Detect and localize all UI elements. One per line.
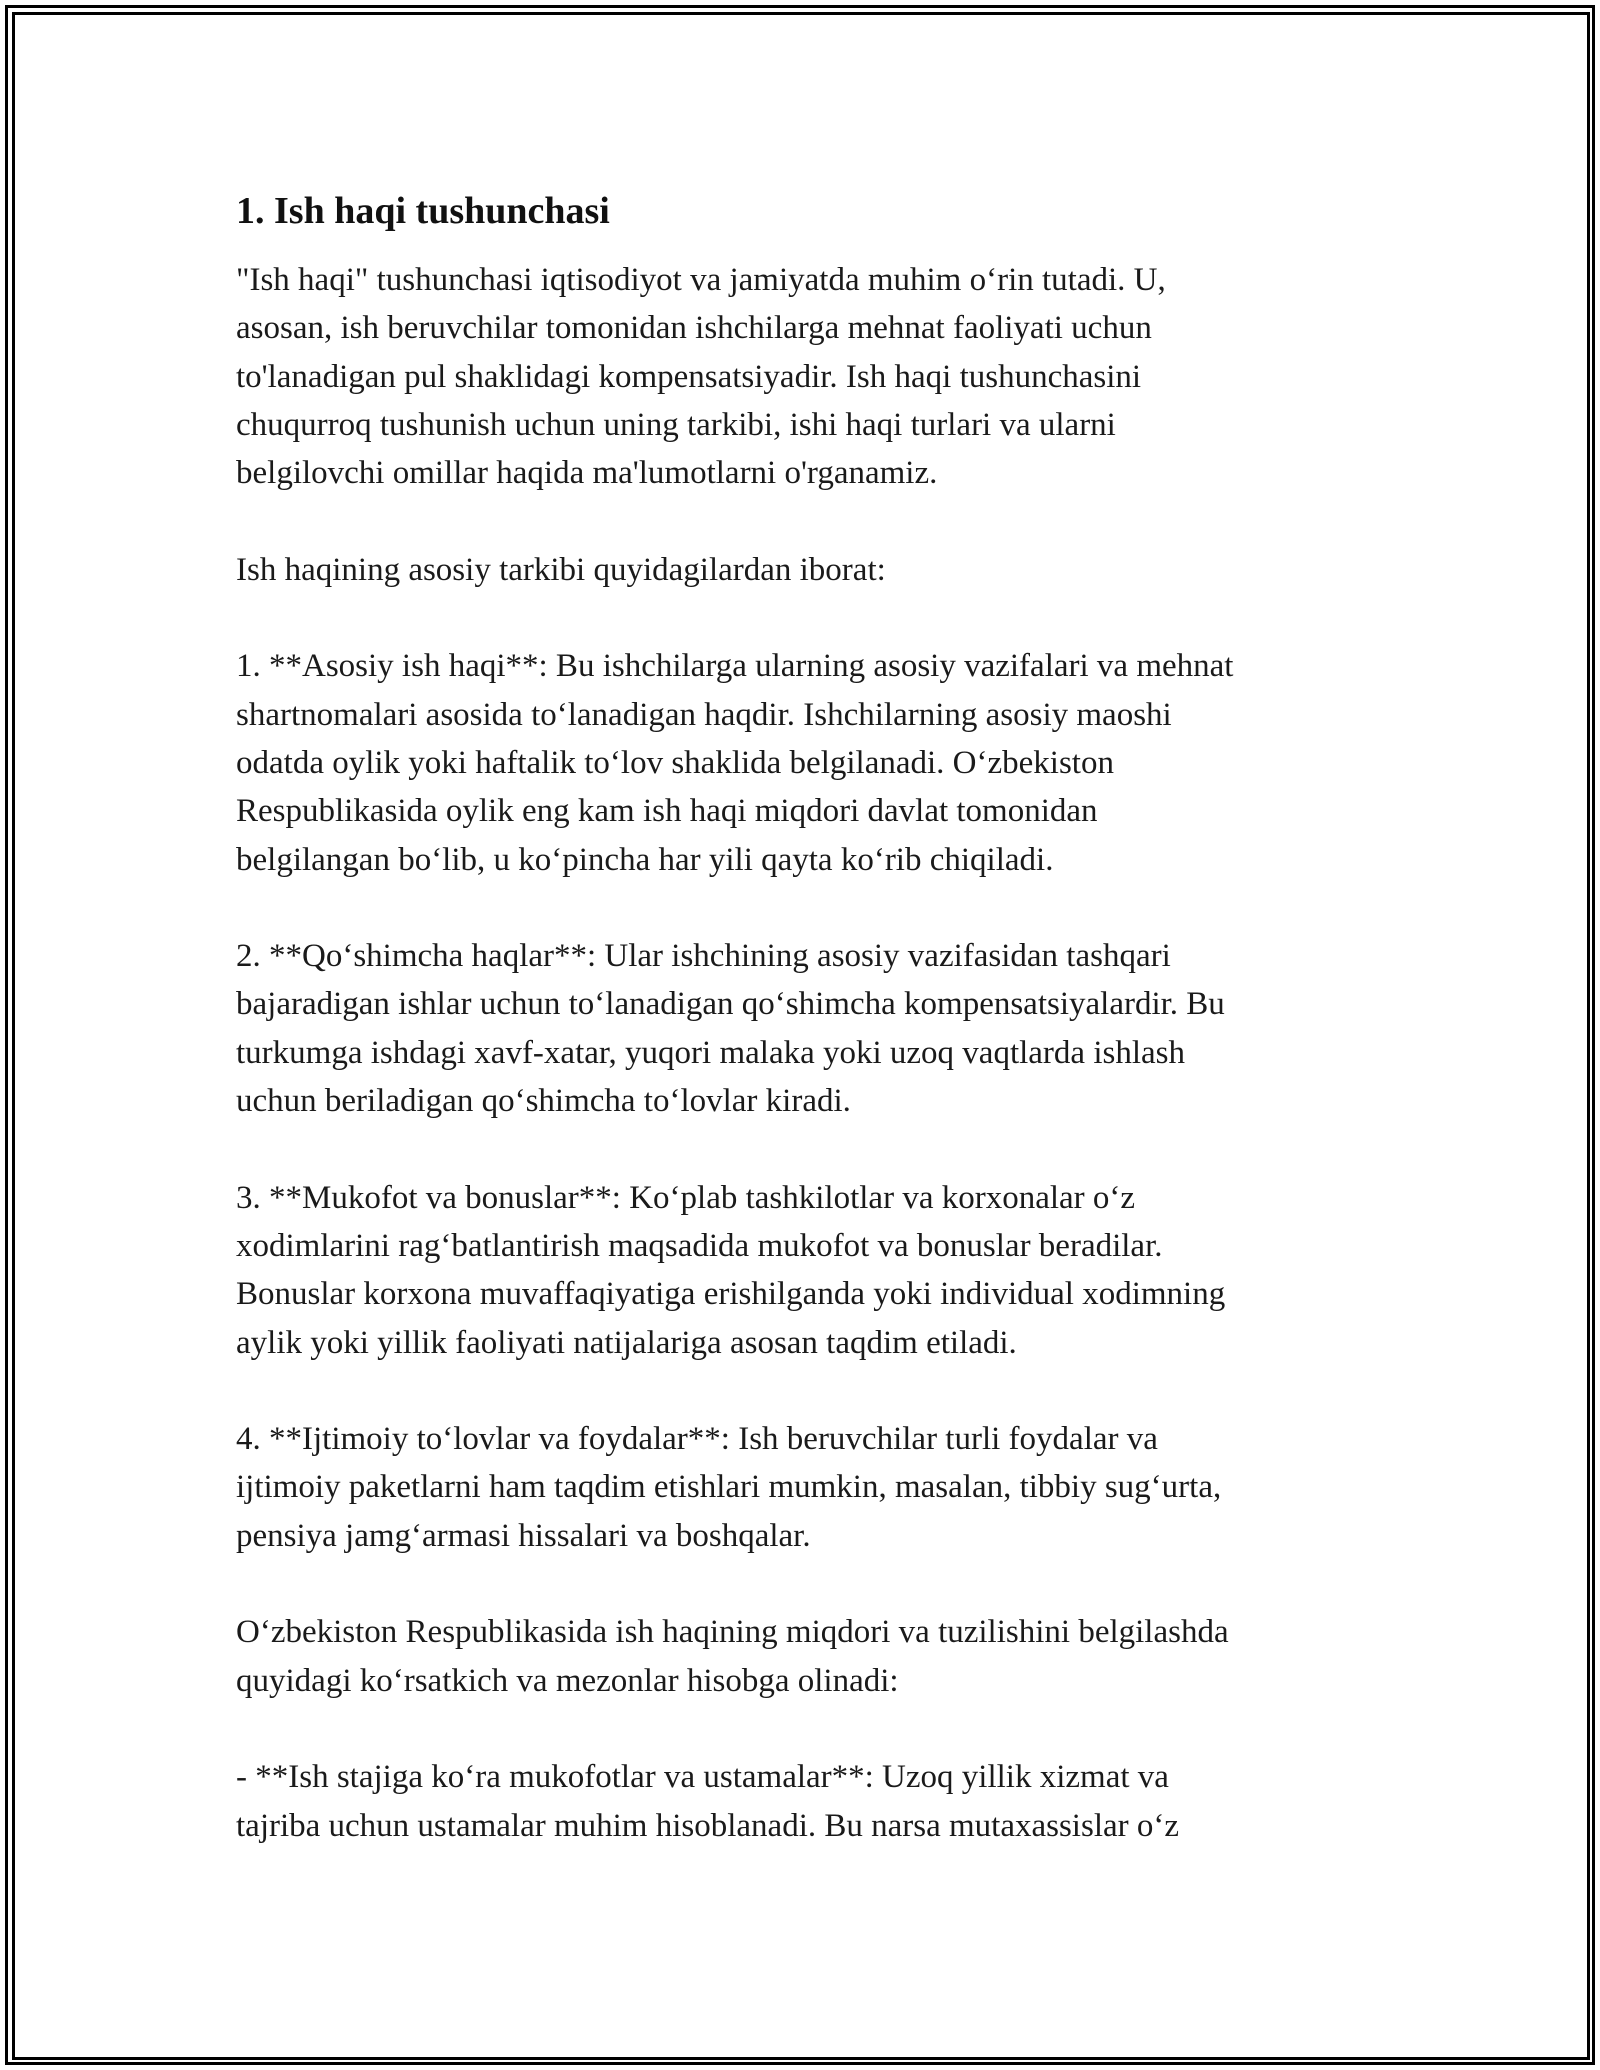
text-line: 2. **Qoʻshimcha haqlar**: Ular ishchining asosiy vazifasidan tashqari [236,938,1171,975]
text-line: Respublikasida oylik eng kam ish haqi miqdori davlat tomonidan [236,793,1098,830]
text-line: asosan, ish beruvchilar tomonidan ishchilarga mehnat faoliyati uchun [236,310,1152,347]
text-line: 1. **Asosiy ish haqi**: Bu ishchilarga ularning asosiy vazifalari va mehnat [236,648,1234,685]
text-line: shartnomalari asosida toʻlanadigan haqdir. Ishchilarning asosiy maoshi [236,696,1172,733]
text-line: odatda oylik yoki haftalik toʻlov shaklida belgilanadi. Oʻzbekiston [236,744,1114,781]
text-line: - **Ish stajiga koʻra mukofotlar va ustamalar**: Uzoq yillik xizmat va [236,1759,1169,1796]
list-item-basic-salary [236,642,1366,883]
text-line: belgilangan boʻlib, u koʻpincha har yili qayta koʻrib chiqiladi. [236,841,1054,878]
text-line: Bonuslar korxona muvaffaqiyatiga erishilganda yoki individual xodimning [236,1276,1226,1313]
text-line: 4. **Ijtimoiy toʻlovlar va foydalar**: Ish beruvchilar turli foydalar va [236,1421,1158,1458]
list-item-additional-pay [236,932,1366,1125]
text-line: turkumga ishdagi xavf-xatar, yuqori malaka yoki uzoq vaqtlarda ishlash [236,1034,1185,1071]
text-line: pensiya jamgʻarmasi hissalari va boshqalar. [236,1517,811,1554]
list-item-social-payments [236,1415,1366,1560]
text-line: aylik yoki yillik faoliyati natijalariga asosan taqdim etiladi. [236,1324,1017,1361]
text-line: 3. **Mukofot va bonuslar**: Koʻplab tashkilotlar va korxonalar oʻz [236,1179,1136,1216]
paragraph-composition-intro [236,546,1366,594]
text-line: bajaradigan ishlar uchun toʻlanadigan qoʻshimcha kompensatsiyalardir. Bu [236,986,1225,1023]
list-item-bonuses [236,1174,1366,1367]
text-line: uchun beriladigan qoʻshimcha toʻlovlar kiradi. [236,1083,851,1120]
list-item-seniority [236,1753,1366,1850]
text-line: Ish haqining asosiy tarkibi quyidagilardan iborat: [236,551,886,588]
document-body [236,186,1366,1898]
section-heading: 1. Ish haqi tushunchasi [236,190,610,232]
text-line: chuqurroq tushunish uchun uning tarkibi, ishi haqi turlari va ularni [236,406,1116,443]
text-line: belgilovchi omillar haqida ma'lumotlarni o'rganamiz. [236,455,938,492]
text-line: xodimlarini ragʻbatlantirish maqsadida mukofot va bonuslar beradilar. [236,1227,1163,1264]
paragraph-criteria-intro [236,1608,1366,1705]
text-line: tajriba uchun ustamalar muhim hisoblanadi. Bu narsa mutaxassislar oʻz [236,1807,1180,1844]
text-line: quyidagi koʻrsatkich va mezonlar hisobga olinadi: [236,1662,899,1699]
paragraph-intro [236,256,1366,497]
text-line: to'lanadigan pul shaklidagi kompensatsiyadir. Ish haqi tushunchasini [236,358,1142,395]
text-line: "Ish haqi" tushunchasi iqtisodiyot va jamiyatda muhim oʻrin tutadi. U, [236,262,1166,298]
text-line: ijtimoiy paketlarni ham taqdim etishlari mumkin, masalan, tibbiy sugʻurta, [236,1469,1222,1506]
text-line: Oʻzbekiston Respublikasida ish haqining miqdori va tuzilishini belgilashda [236,1614,1229,1651]
